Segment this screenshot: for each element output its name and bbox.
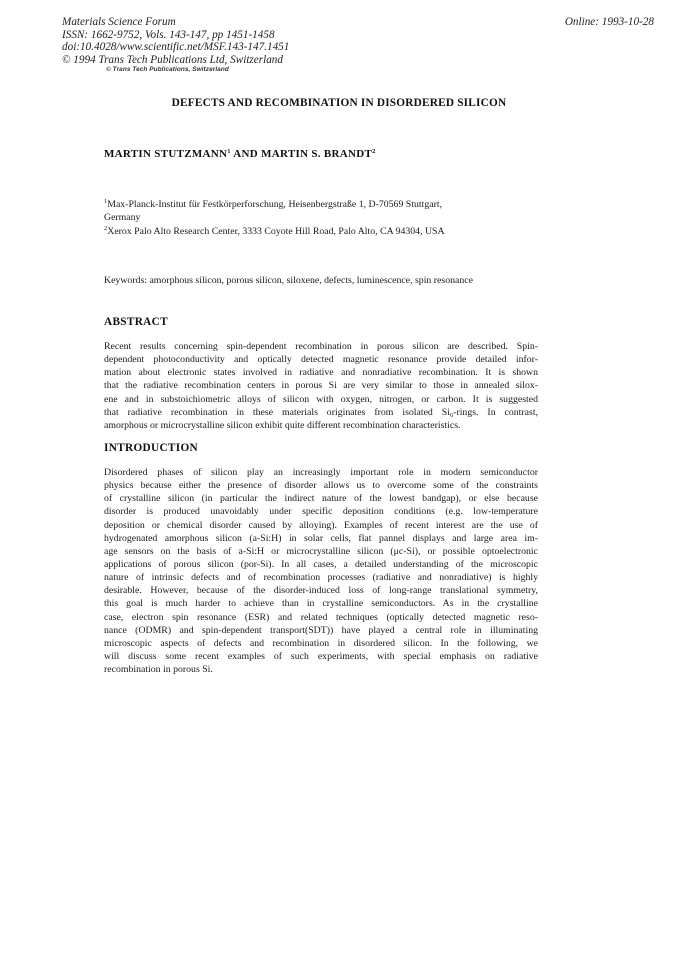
author-separator: AND	[230, 148, 262, 160]
copyright-line: © 1994 Trans Tech Publications Ltd, Switzerland	[62, 53, 283, 66]
abstract-text	[104, 340, 538, 432]
intro-line: deposition or chemical disorder caused by alloying). Examples of recent interest are the use of	[104, 519, 538, 531]
intro-line: desirable. However, because of the disorder-induced loss of long-range translational symmetry,	[104, 585, 538, 597]
author-2: MARTIN S. BRANDT	[261, 148, 373, 160]
affiliation-2	[104, 225, 544, 238]
intro-line: recombination in porous Si.	[104, 664, 213, 676]
online-date: Online: 1993-10-28	[564, 16, 654, 28]
intro-line: applications of porous silicon (por-Si). In all cases, a detailed understanding of the microscopic	[104, 558, 538, 570]
intro-line: disorder is produced unavoidably under specific deposition conditions (e.g. low-temperature	[104, 506, 538, 518]
affiliation-2-line1: Xerox Palo Alto Research Center, 3333 Coyote Hill Road, Palo Alto, CA 94304, USA	[107, 225, 445, 237]
author-list	[104, 148, 376, 160]
journal-name: Materials Science Forum	[62, 16, 176, 28]
author-2-sup: 2	[372, 148, 376, 155]
affiliation-2-sup: 2	[104, 224, 108, 232]
abstract-line: ene and in substoichiometric alloys of silicon with oxygen, nitrogen, or carbon. It is suggested	[104, 393, 538, 405]
introduction-text	[104, 466, 538, 676]
introduction-heading: INTRODUCTION	[104, 442, 198, 454]
abstract-line: dependent photoconductivity and optically detected magnetic resonance provide detailed infor-	[104, 354, 538, 366]
affiliation-1	[104, 198, 544, 211]
abstract-line: that the radiative recombination centers in porous Si are very similar to those in annealed silox-	[104, 380, 538, 392]
intro-line: microscopic aspects of defects and recombination in disordered silicon. In the following, we	[104, 637, 538, 649]
affiliations	[104, 198, 544, 238]
author-1: MARTIN STUTZMANN	[104, 148, 228, 160]
si6-subscript: 6	[449, 411, 454, 419]
intro-line: this goal is much harder to achieve than in crystalline semiconductors. As in the crystalline	[104, 598, 538, 610]
abstract-line6-post: -rings. In contrast,	[453, 406, 538, 418]
doi-line: doi:10.4028/www.scientific.net/MSF.143-147.1451	[62, 41, 290, 54]
intro-line: will discuss some recent examples of such experiments, with special emphasis on radiative	[104, 650, 538, 662]
author-1-sup: 1	[227, 148, 231, 155]
intro-line: physics because either the presence of disorder allows us to overcome some of the constraints	[104, 480, 538, 492]
abstract-line: mation about electronic states involved in radiative and nonradiative recombination. It is shown	[104, 367, 538, 379]
intro-line: hydrogenated amorphous silicon (a-Si:H) in solar cells, flat pannel displays and large area im-	[104, 532, 538, 544]
intro-line: case, electron spin resonance (ESR) and related techniques (optically detected magnetic reso-	[104, 611, 538, 623]
affiliation-1-sup: 1	[104, 198, 108, 205]
intro-line: of crystalline silicon (in particular the indirect nature of the lowest bandgap), or else because	[104, 493, 538, 505]
affiliation-1-line2: Germany	[104, 212, 141, 224]
intro-line: Disordered phases of silicon play an increasingly important role in modern semiconductor	[104, 467, 538, 478]
issn-line: ISSN: 1662-9752, Vols. 143-147, pp 1451-1458	[62, 28, 275, 41]
paper-title: DEFECTS AND RECOMBINATION IN DISORDERED SILICON	[171, 97, 507, 109]
journal-header	[62, 16, 289, 66]
intro-line: nance (ODMR) and spin-dependent transport(SDT)) have played a central role in illuminating	[104, 624, 538, 636]
intro-line: nature of intrinsic defects and of recombination processes (radiative and nonradiative) is highly	[104, 572, 538, 584]
abstract-line: Recent results concerning spin-dependent recombination in porous silicon are described. Spin-	[104, 341, 538, 352]
abstract-line6-pre: that radiative recombination in these materials originates from isolated Si	[104, 406, 450, 418]
abstract-line: amorphous or microcrystalline silicon exhibit quite different recombination characteristics.	[104, 419, 461, 431]
intro-line: age sensors on the basis of a-Si:H or microcrystalline silicon (μc-Si), or possible optoelectronic	[104, 545, 538, 557]
abstract-heading: ABSTRACT	[104, 316, 168, 328]
abstract-line	[104, 406, 538, 419]
publisher-stamp: © Trans Tech Publications, Switzerland	[106, 66, 229, 73]
affiliation-1-line1: Max-Planck-Institut für Festkörperforschung, Heisenbergstraße 1, D-70569 Stuttgart,	[107, 199, 442, 210]
keywords: Keywords: amorphous silicon, porous silicon, siloxene, defects, luminescence, spin resonance	[104, 275, 473, 286]
